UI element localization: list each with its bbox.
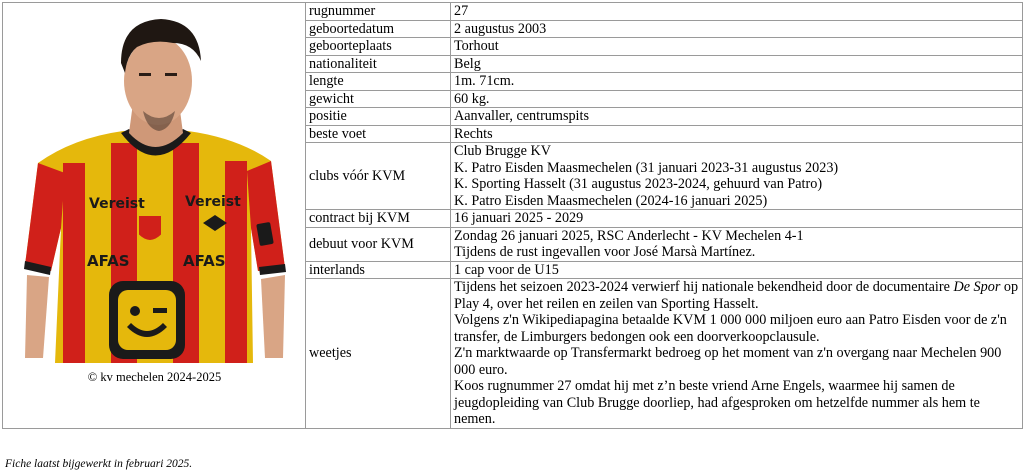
shirt-sponsor-left: Vereist bbox=[89, 196, 145, 212]
value-geboorteplaats: Torhout bbox=[451, 38, 1023, 56]
documentary-title: De Spor bbox=[953, 279, 1001, 295]
club-crest-icon bbox=[138, 215, 162, 241]
debuut-line: Zondag 26 januari 2025, RSC Anderlecht - KV Mechelen 4-1 bbox=[454, 227, 804, 244]
shirt-afas-right: AFAS bbox=[183, 252, 226, 270]
value-rugnummer: 27 bbox=[451, 3, 1023, 21]
weetje-paragraph: Koos rugnummer 27 omdat hij met z’n beste vriend Arne Engels, waarmee hij samen de jeugdopleiding van Club Brugge doorliep, had afgesproken om hetzelfde nummer als hem te nemen. bbox=[454, 378, 980, 427]
row-rugnummer bbox=[3, 3, 1023, 21]
last-updated-note: Fiche laatst bijgewerkt in februari 2025. bbox=[5, 458, 193, 470]
label-lengte: lengte bbox=[306, 73, 451, 91]
label-gewicht: gewicht bbox=[306, 90, 451, 108]
label-beste-voet: beste voet bbox=[306, 125, 451, 143]
club-line: K. Patro Eisden Maasmechelen (2024-16 januari 2025) bbox=[454, 192, 768, 209]
shirt-sponsor-right: Vereist bbox=[185, 194, 241, 210]
weetje-text: op Play 4, over het reilen en zeilen van Sporting Hasselt. bbox=[454, 279, 1019, 312]
player-photo-illustration bbox=[3, 3, 306, 363]
value-beste-voet: Rechts bbox=[451, 125, 1023, 143]
label-clubs: clubs vóór KVM bbox=[306, 143, 451, 210]
weetje-paragraph: Volgens z'n Wikipediapagina betaalde KVM 1 000 000 miljoen euro aan Patro Eisden voor de z'n transfer, de Limburgers bedongen ook een doorverkoopclausule. bbox=[454, 312, 1007, 345]
weetje-paragraph: Z'n marktwaarde op Transfermarkt bedroeg op het moment van z'n overgang naar Mechelen 900 000 euro. bbox=[454, 345, 1002, 378]
label-geboorteplaats: geboorteplaats bbox=[306, 38, 451, 56]
label-weetjes: weetjes bbox=[306, 279, 451, 429]
label-interlands: interlands bbox=[306, 261, 451, 279]
value-nationaliteit: Belg bbox=[451, 55, 1023, 73]
label-positie: positie bbox=[306, 108, 451, 126]
club-line: K. Patro Eisden Maasmechelen (31 januari 2023-31 augustus 2023) bbox=[454, 159, 839, 176]
debuut-line: Tijdens de rust ingevallen voor José Marsà Martínez. bbox=[454, 244, 756, 260]
player-fiche-table bbox=[2, 2, 1023, 429]
value-interlands: 1 cap voor de U15 bbox=[451, 261, 1023, 279]
value-weetjes bbox=[451, 279, 1023, 429]
photo-cell bbox=[3, 3, 306, 429]
player-photo bbox=[3, 3, 306, 453]
label-geboortedatum: geboortedatum bbox=[306, 20, 451, 38]
weetje-text: Tijdens het seizoen 2023-2024 verwierf hij nationale bekendheid door de documentaire bbox=[454, 279, 954, 295]
label-contract: contract bij KVM bbox=[306, 210, 451, 228]
label-nationaliteit: nationaliteit bbox=[306, 55, 451, 73]
value-contract: 16 januari 2025 - 2029 bbox=[451, 210, 1023, 228]
value-debuut bbox=[451, 227, 1023, 261]
photo-caption: © kv mechelen 2024-2025 bbox=[87, 370, 222, 384]
club-line: K. Sporting Hasselt (31 augustus 2023-2024, gehuurd van Patro) bbox=[454, 176, 823, 192]
value-lengte: 1m. 71cm. bbox=[451, 73, 1023, 91]
club-line: Club Brugge KV bbox=[454, 143, 551, 159]
value-gewicht: 60 kg. bbox=[451, 90, 1023, 108]
label-debuut: debuut voor KVM bbox=[306, 227, 451, 261]
shirt-afas-left: AFAS bbox=[87, 252, 130, 270]
value-geboortedatum: 2 augustus 2003 bbox=[451, 20, 1023, 38]
weetje-paragraph bbox=[454, 279, 1019, 312]
value-positie: Aanvaller, centrumspits bbox=[451, 108, 1023, 126]
value-clubs bbox=[451, 143, 1023, 210]
label-rugnummer: rugnummer bbox=[306, 3, 451, 21]
